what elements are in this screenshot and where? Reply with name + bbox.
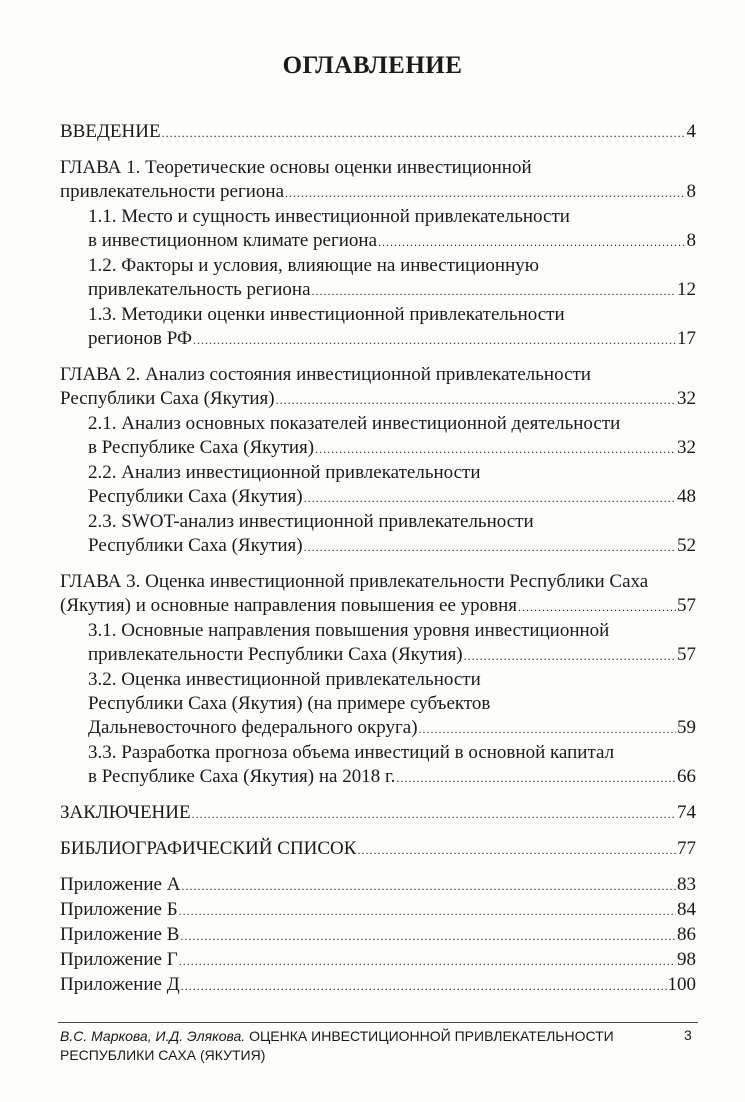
toc-entry-text: Республики Саха (Якутия) xyxy=(88,486,303,507)
toc-entry-text: 1.1. Место и сущность инвестиционной привлекательности xyxy=(88,206,570,227)
toc-entry-text: Дальневосточного федерального округа) xyxy=(88,717,418,738)
toc-entry-text: Республики Саха (Якутия) xyxy=(60,388,275,409)
toc-subentry[interactable] xyxy=(60,741,696,790)
toc-page-number: 74 xyxy=(677,802,696,823)
dot-leader xyxy=(179,949,676,973)
toc-entry-text: Приложение А xyxy=(60,874,181,895)
toc-entry-text: 1.3. Методики оценки инвестиционной привлекательности xyxy=(88,304,565,325)
toc-group xyxy=(60,120,696,145)
toc-entry[interactable] xyxy=(60,120,696,145)
toc-subentry[interactable] xyxy=(60,668,696,741)
toc-entry-text: 3.1. Основные направления повышения уровня инвестиционной xyxy=(88,620,610,641)
dot-leader xyxy=(304,535,676,559)
toc-entry-text: 2.2. Анализ инвестиционной привлекательности xyxy=(88,462,481,483)
toc-page-number: 59 xyxy=(677,717,696,738)
toc-page-number: 48 xyxy=(677,486,696,507)
table-of-contents xyxy=(60,120,696,998)
toc-subentry[interactable] xyxy=(60,461,696,510)
dot-leader xyxy=(193,328,676,352)
dot-leader xyxy=(419,717,676,741)
toc-entry-text: ЗАКЛЮЧЕНИЕ xyxy=(60,802,191,823)
toc-group xyxy=(60,801,696,826)
toc-group xyxy=(60,156,696,352)
toc-subentry[interactable] xyxy=(60,412,696,461)
dot-leader xyxy=(518,595,676,619)
toc-entry-text: привлекательность региона xyxy=(88,279,311,300)
toc-page-number: 8 xyxy=(686,181,696,202)
dot-leader xyxy=(162,121,686,145)
toc-entry-text: 1.2. Факторы и условия, влияющие на инвестиционную xyxy=(88,255,539,276)
toc-entry[interactable] xyxy=(60,873,696,898)
toc-page-number: 84 xyxy=(677,899,696,920)
toc-subentry[interactable] xyxy=(60,205,696,254)
toc-group xyxy=(60,873,696,998)
dot-leader xyxy=(181,974,667,998)
dot-leader xyxy=(315,437,676,461)
toc-page-number: 86 xyxy=(677,924,696,945)
toc-entry-text: ГЛАВА 1. Теоретические основы оценки инвестиционной xyxy=(60,157,532,178)
toc-entry[interactable] xyxy=(60,837,696,862)
toc-page-number: 32 xyxy=(677,388,696,409)
dot-leader xyxy=(181,874,676,898)
page-number: 3 xyxy=(684,1027,692,1043)
toc-entry-text: в Республике Саха (Якутия) xyxy=(88,437,315,458)
toc-page-number: 83 xyxy=(677,874,696,895)
toc-entry[interactable] xyxy=(60,948,696,973)
toc-subentry[interactable] xyxy=(60,510,696,559)
dot-leader xyxy=(312,279,676,303)
toc-entry[interactable] xyxy=(60,156,696,205)
dot-leader xyxy=(304,486,676,510)
toc-page-number: 32 xyxy=(677,437,696,458)
toc-entry[interactable] xyxy=(60,898,696,923)
toc-entry-text: Приложение В xyxy=(60,924,180,945)
toc-entry-text: 2.3. SWOT-анализ инвестиционной привлекательности xyxy=(88,511,534,532)
toc-group xyxy=(60,837,696,862)
toc-entry-text: ВВЕДЕНИЕ xyxy=(60,121,161,142)
toc-entry[interactable] xyxy=(60,363,696,412)
footer-divider xyxy=(58,1022,698,1023)
toc-page-number: 52 xyxy=(677,535,696,556)
toc-entry-text: Приложение Б xyxy=(60,899,178,920)
toc-entry-text: 2.1. Анализ основных показателей инвестиционной деятельности xyxy=(88,413,621,434)
toc-page-number: 98 xyxy=(677,949,696,970)
toc-entry-text: ГЛАВА 2. Анализ состояния инвестиционной привлекательности xyxy=(60,364,591,385)
toc-entry-text: Приложение Д xyxy=(60,974,180,995)
footer-authors: В.С. Маркова, И.Д. Элякова. xyxy=(60,1028,246,1044)
toc-entry-text: регионов РФ xyxy=(88,328,193,349)
dot-leader xyxy=(179,899,676,923)
toc-subentry[interactable] xyxy=(60,303,696,352)
toc-page-number: 57 xyxy=(677,595,696,616)
footer-book-title-line1: ОЦЕНКА ИНВЕСТИЦИОННОЙ ПРИВЛЕКАТЕЛЬНОСТИ xyxy=(249,1028,614,1044)
toc-entry[interactable] xyxy=(60,973,696,998)
toc-page-number: 77 xyxy=(677,838,696,859)
toc-page-number: 57 xyxy=(677,644,696,665)
toc-entry-text: в Республике Саха (Якутия) на 2018 г. xyxy=(88,766,396,787)
toc-entry-text: Приложение Г xyxy=(60,949,178,970)
toc-entry-text: привлекательности региона xyxy=(60,181,285,202)
toc-entry-text: привлекательности Республики Саха (Якутия) xyxy=(88,644,463,665)
toc-page-number: 8 xyxy=(686,230,696,251)
dot-leader xyxy=(276,388,676,412)
page-title: ОГЛАВЛЕНИЕ xyxy=(282,52,463,79)
dot-leader xyxy=(357,838,676,862)
toc-entry-text: БИБЛИОГРАФИЧЕСКИЙ СПИСОК xyxy=(60,838,357,859)
toc-page-number: 4 xyxy=(686,121,696,142)
toc-entry-text: Республики Саха (Якутия) xyxy=(88,535,303,556)
toc-entry[interactable] xyxy=(60,801,696,826)
toc-entry[interactable] xyxy=(60,570,696,619)
toc-entry-text: 3.3. Разработка прогноза объема инвестиций в основной капитал xyxy=(88,742,615,763)
toc-entry-text: в инвестиционном климате региона xyxy=(88,230,378,251)
toc-page-number: 66 xyxy=(677,766,696,787)
toc-page-number: 12 xyxy=(677,279,696,300)
dot-leader xyxy=(180,924,676,948)
toc-subentry[interactable] xyxy=(60,254,696,303)
footer-book-title-line2: РЕСПУБЛИКИ САХА (ЯКУТИЯ) xyxy=(60,1047,266,1063)
toc-entry-text: Республики Саха (Якутия) (на примере субъектов xyxy=(88,693,491,714)
toc-group xyxy=(60,570,696,790)
dot-leader xyxy=(192,802,676,826)
running-footer xyxy=(60,1027,630,1065)
dot-leader xyxy=(464,644,676,668)
toc-entry[interactable] xyxy=(60,923,696,948)
toc-group xyxy=(60,363,696,559)
toc-entry-text: ГЛАВА 3. Оценка инвестиционной привлекательности Республики Саха xyxy=(60,571,649,592)
dot-leader xyxy=(285,181,685,205)
toc-page-number: 17 xyxy=(677,328,696,349)
toc-subentry[interactable] xyxy=(60,619,696,668)
dot-leader xyxy=(378,230,685,254)
toc-entry-text: (Якутия) и основные направления повышения ее уровня xyxy=(60,595,518,616)
toc-page-number: 100 xyxy=(667,974,696,995)
toc-entry-text: 3.2. Оценка инвестиционной привлекательности xyxy=(88,669,481,690)
dot-leader xyxy=(396,766,676,790)
